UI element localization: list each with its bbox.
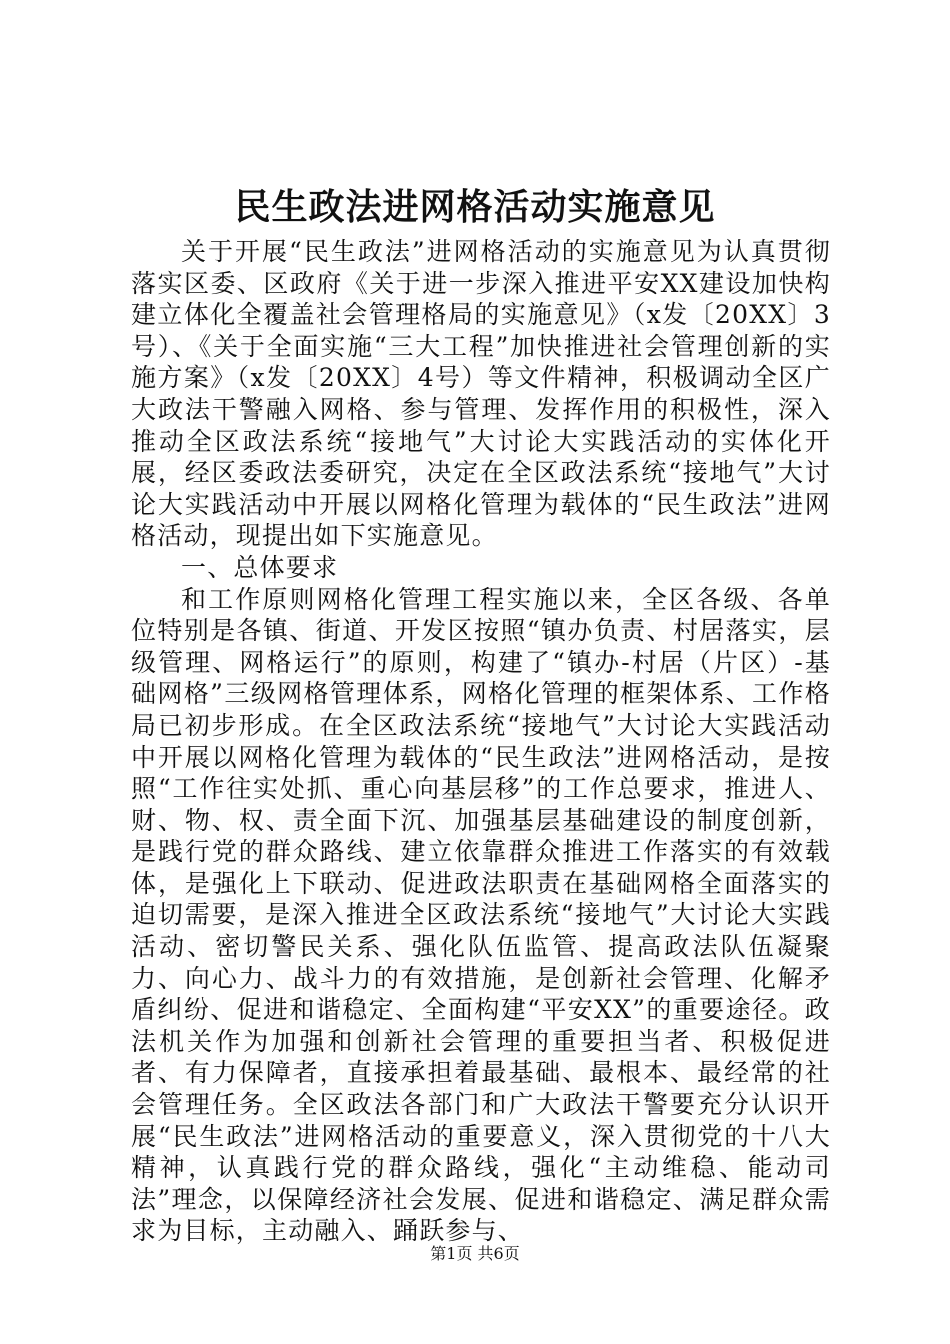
document-title: 民生政法进网格活动实施意见	[234, 186, 716, 228]
intro-paragraph: 关于开展“民生政法”进网格活动的实施意见为认真贯彻落实区委、区政府《关于进一步深入推进平安XX建设加快构建立体化全覆盖社会管理格局的实施意见》（x发〔20XX〕3号）、《关于全面实施“三大工程”加快推进社会管理创新的实施方案》（x发〔20XX〕4号）等文件精神，积极调动全区广大政法干警融入网格、参与管理、发挥作用的积极性，深入推动全区政法系统“接地气”大讨论大实践活动的实体化开展，经区委政法委研究，决定在全区政法系统“接地气”大讨论大实践活动中开展以网格化管理为载体的“民生政法”进网格活动，现提出如下实施意见。	[131, 237, 831, 551]
body-paragraph: 和工作原则网格化管理工程实施以来，全区各级、各单位特别是各镇、街道、开发区按照“镇办负责、村居落实，层级管理、网格运行”的原则，构建了“镇办-村居（片区）-基础网格”三级网格管理体系，网格化管理的框架体系、工作格局已初步形成。在全区政法系统“接地气”大讨论大实践活动中开展以网格化管理为载体的“民生政法”进网格活动，是按照“工作往实处抓、重心向基层移”的工作总要求，推进人、财、物、权、责全面下沉、加强基层基础建设的制度创新，是践行党的群众路线、建立依靠群众推进工作落实的有效载体，是强化上下联动、促进政法职责在基础网格全面落实的迫切需要，是深入推进全区政法系统“接地气”大讨论大实践活动、密切警民关系、强化队伍监管、提高政法队伍凝聚力、向心力、战斗力的有效措施，是创新社会管理、化解矛盾纠纷、促进和谐稳定、全面构建“平安XX”的重要途径。政法机关作为加强和创新社会管理的重要担当者、积极促进者、有力保障者，直接承担着最基础、最根本、最经常的社会管理任务。全区政法各部门和广大政法干警要充分认识开展“民生政法”进网格活动的重要意义，深入贯彻党的十八大精神，认真践行党的群众路线，强化“主动维稳、能动司法”理念，以保障经济社会发展、促进和谐稳定、满足群众需求为目标，主动融入、踊跃参与、	[131, 584, 831, 1246]
section-heading: 一、总体要求	[181, 552, 339, 582]
page-footer: 第1页 共6页	[430, 1244, 520, 1263]
document-body	[131, 236, 831, 1247]
